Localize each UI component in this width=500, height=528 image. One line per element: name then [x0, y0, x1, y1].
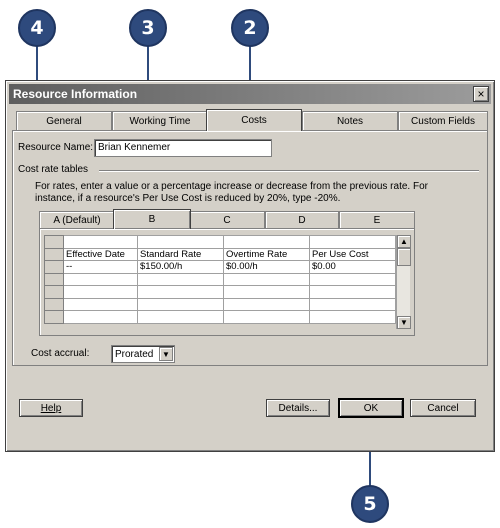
chevron-up-icon: ▲	[400, 237, 408, 246]
rate-tab-c-label: C	[223, 214, 231, 226]
standard-rate-cell[interactable]: $150.00/h	[138, 261, 224, 274]
ok-button-label: OK	[363, 402, 379, 414]
blank-cell[interactable]	[64, 236, 138, 249]
blank-cell[interactable]	[310, 311, 396, 324]
row-header	[45, 311, 64, 324]
table-header-row	[45, 248, 396, 261]
instructions-line-1: For rates, enter a value or a percentage increase or decrease from the previous rate. For	[35, 181, 428, 192]
tab-working-time-label: Working Time	[129, 115, 191, 127]
blank-cell[interactable]	[138, 298, 224, 311]
cost-accrual-select[interactable]	[111, 345, 175, 363]
help-button-label: Help	[40, 402, 62, 414]
resource-information-dialog	[5, 80, 495, 452]
tab-costs-label: Costs	[241, 115, 267, 126]
resource-name-value: Brian Kennemer	[98, 142, 171, 153]
table-row	[45, 311, 396, 324]
callout-3-marker: 3	[129, 9, 167, 47]
blank-cell[interactable]	[64, 273, 138, 286]
details-button-label: Details...	[278, 402, 318, 414]
cost-rate-tables-label: Cost rate tables	[18, 164, 89, 175]
close-button[interactable]	[473, 86, 489, 102]
blank-cell[interactable]	[64, 311, 138, 324]
ok-button[interactable]	[338, 398, 404, 418]
blank-cell[interactable]	[224, 311, 310, 324]
cost-accrual-label: Cost accrual:	[31, 348, 90, 359]
instructions-line-2: instance, if a resource's Per Use Cost is reduced by 20%, type -20%.	[35, 193, 341, 204]
column-header-per-use-cost[interactable]: Per Use Cost	[310, 248, 396, 261]
blank-cell[interactable]	[224, 236, 310, 249]
rate-tab-b[interactable]	[113, 209, 191, 229]
blank-cell[interactable]	[310, 273, 396, 286]
table-row	[45, 261, 396, 274]
rate-tab-d[interactable]	[265, 211, 339, 228]
cost-rate-table	[44, 235, 396, 324]
blank-cell[interactable]	[138, 311, 224, 324]
row-header	[45, 261, 64, 274]
blank-cell[interactable]	[138, 286, 224, 299]
blank-cell[interactable]	[224, 286, 310, 299]
scroll-down-button[interactable]	[397, 316, 411, 329]
close-icon: ×	[477, 87, 485, 101]
rate-tab-a-default[interactable]	[39, 211, 115, 228]
table-row	[45, 273, 396, 286]
effective-date-cell[interactable]: --	[64, 261, 138, 274]
rate-tab-c[interactable]	[189, 211, 265, 228]
tab-general[interactable]	[16, 111, 112, 130]
blank-cell[interactable]	[224, 298, 310, 311]
cost-accrual-value: Prorated	[115, 349, 154, 360]
row-header	[45, 248, 64, 261]
rate-tab-e-label: E	[373, 214, 381, 226]
resource-name-field[interactable]	[94, 139, 272, 157]
blank-cell[interactable]	[64, 298, 138, 311]
callout-2-marker: 2	[231, 9, 269, 47]
blank-cell[interactable]	[64, 286, 138, 299]
scroll-thumb[interactable]	[397, 248, 411, 266]
callout-5-marker: 5	[351, 485, 389, 523]
tab-general-label: General	[46, 115, 82, 127]
scroll-up-button[interactable]	[397, 235, 411, 248]
row-header	[45, 273, 64, 286]
rate-tab-a-label: A (Default)	[53, 214, 101, 226]
overtime-rate-cell[interactable]: $0.00/h	[224, 261, 310, 274]
resource-name-label: Resource Name:	[18, 142, 94, 153]
rate-tab-b-label: B	[148, 214, 156, 225]
table-row	[45, 236, 396, 249]
row-header	[45, 286, 64, 299]
table-row	[45, 298, 396, 311]
tab-costs[interactable]	[206, 109, 302, 131]
tab-notes-label: Notes	[336, 115, 364, 127]
column-header-standard-rate[interactable]: Standard Rate	[138, 248, 224, 261]
tab-working-time[interactable]	[112, 111, 208, 130]
cancel-button[interactable]	[410, 399, 476, 417]
main-tabs	[14, 109, 486, 130]
help-button[interactable]	[19, 399, 83, 417]
tab-custom-fields[interactable]	[398, 111, 488, 130]
rate-tab-d-label: D	[298, 214, 306, 226]
blank-cell[interactable]	[138, 236, 224, 249]
per-use-cost-cell[interactable]: $0.00	[310, 261, 396, 274]
grid-vertical-scrollbar[interactable]	[396, 235, 410, 329]
chevron-down-icon[interactable]: ▼	[159, 347, 173, 361]
blank-cell[interactable]	[310, 286, 396, 299]
column-header-effective-date[interactable]: Effective Date	[64, 248, 138, 261]
cost-rate-tables-divider	[99, 170, 479, 172]
blank-cell[interactable]	[138, 273, 224, 286]
dialog-title: Resource Information	[13, 87, 138, 101]
cancel-button-label: Cancel	[427, 402, 459, 414]
rate-tab-e[interactable]	[339, 211, 415, 228]
row-header	[45, 298, 64, 311]
blank-cell[interactable]	[224, 273, 310, 286]
tab-notes[interactable]	[302, 111, 398, 130]
callout-4-marker: 4	[18, 9, 56, 47]
cost-rate-grid-frame	[39, 228, 415, 336]
blank-cell[interactable]	[310, 236, 396, 249]
tab-custom-fields-label: Custom Fields	[411, 115, 475, 127]
table-row	[45, 286, 396, 299]
column-header-overtime-rate[interactable]: Overtime Rate	[224, 248, 310, 261]
details-button[interactable]	[266, 399, 330, 417]
costs-panel	[12, 130, 488, 366]
blank-cell[interactable]	[310, 298, 396, 311]
row-header	[45, 236, 64, 249]
title-bar	[9, 84, 491, 104]
chevron-down-icon: ▼	[400, 318, 408, 327]
